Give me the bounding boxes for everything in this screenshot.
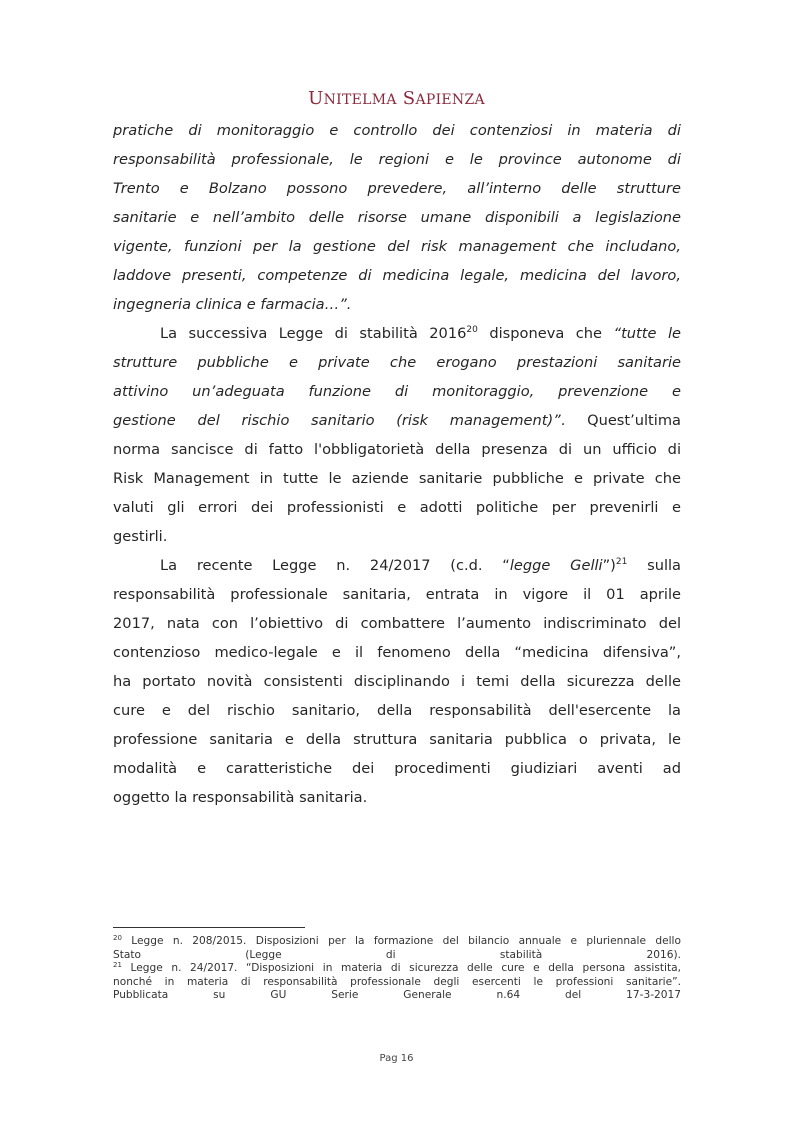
footnote-separator [113,927,305,928]
paragraph-1: pratiche di monitoraggio e controllo dei contenziosi in materia di responsabilità professionale, le regioni e le province autonome di Trento e Bolzano possono prevedere, all’interno delle strutture sanitarie e nell’ambito delle risorse umane disponibili a legislazione vigente, funzioni per la gestione del risk management che includano, laddove presenti, competenze di medicina legale, medicina del lavoro, ingegneria clinica e farmacia…”. [113,122,681,313]
paragraph-2: La successiva Legge di stabilità 2016$^{20}$ disponeva che “tutte le strutture pubbliche e private che erogano prestazioni sanitarie attivino un’adeguata funzione di monitoraggio, prevenzione e gestione del rischio sanitario (risk management)”. Quest’ultima norma sancisce di fatto l'obbligatorietà della presenza di un ufficio di Risk Management in tutte le aziende sanitarie pubbliche e private che valuti gli errori dei professionisti e adotti politiche per prevenirli e gestirli. [113,325,681,545]
footnote-20: $^{20}$ Legge n. 208/2015. Disposizioni per la formazione del bilancio annuale e pluriennale dello Stato (Legge di stabilità 2016). [113,934,681,961]
page-number: Pag 16 [379,1053,414,1064]
main-text [113,116,681,812]
footnotes [113,935,681,1003]
footnote-ref-20: 20 [466,325,478,335]
footnote-21: $^{21}$ Legge n. 24/2017. “Disposizioni in materia di sicurezza delle cure e della persona assistita, nonché in materia di responsabilità professionale degli esercenti le professioni sanitarie”. Pubblicata su GU Serie Generale n.64 del 17-3-2017 [113,961,681,1001]
footnote-ref-21: 21 [615,557,628,567]
university-header: UNITELMA SAPIENZA [308,88,485,109]
paragraph-3: La recente Legge n. 24/2017 (c.d. “legge Gelli”)$^{21}$ sulla responsabilità professionale sanitaria, entrata in vigore il 01 aprile 2017, nata con l’obiettivo di combattere l’aumento indiscriminato del contenzioso medico-legale e il fenomeno della “medicina difensiva”, ha portato novità consistenti disciplinando i temi della sicurezza delle cure e del rischio sanitario, della responsabilità dell'esercente la professione sanitaria e della struttura sanitaria pubblica o privata, le modalità e caratteristiche dei procedimenti giudiziari aventi ad oggetto la responsabilità sanitaria. [113,557,681,806]
